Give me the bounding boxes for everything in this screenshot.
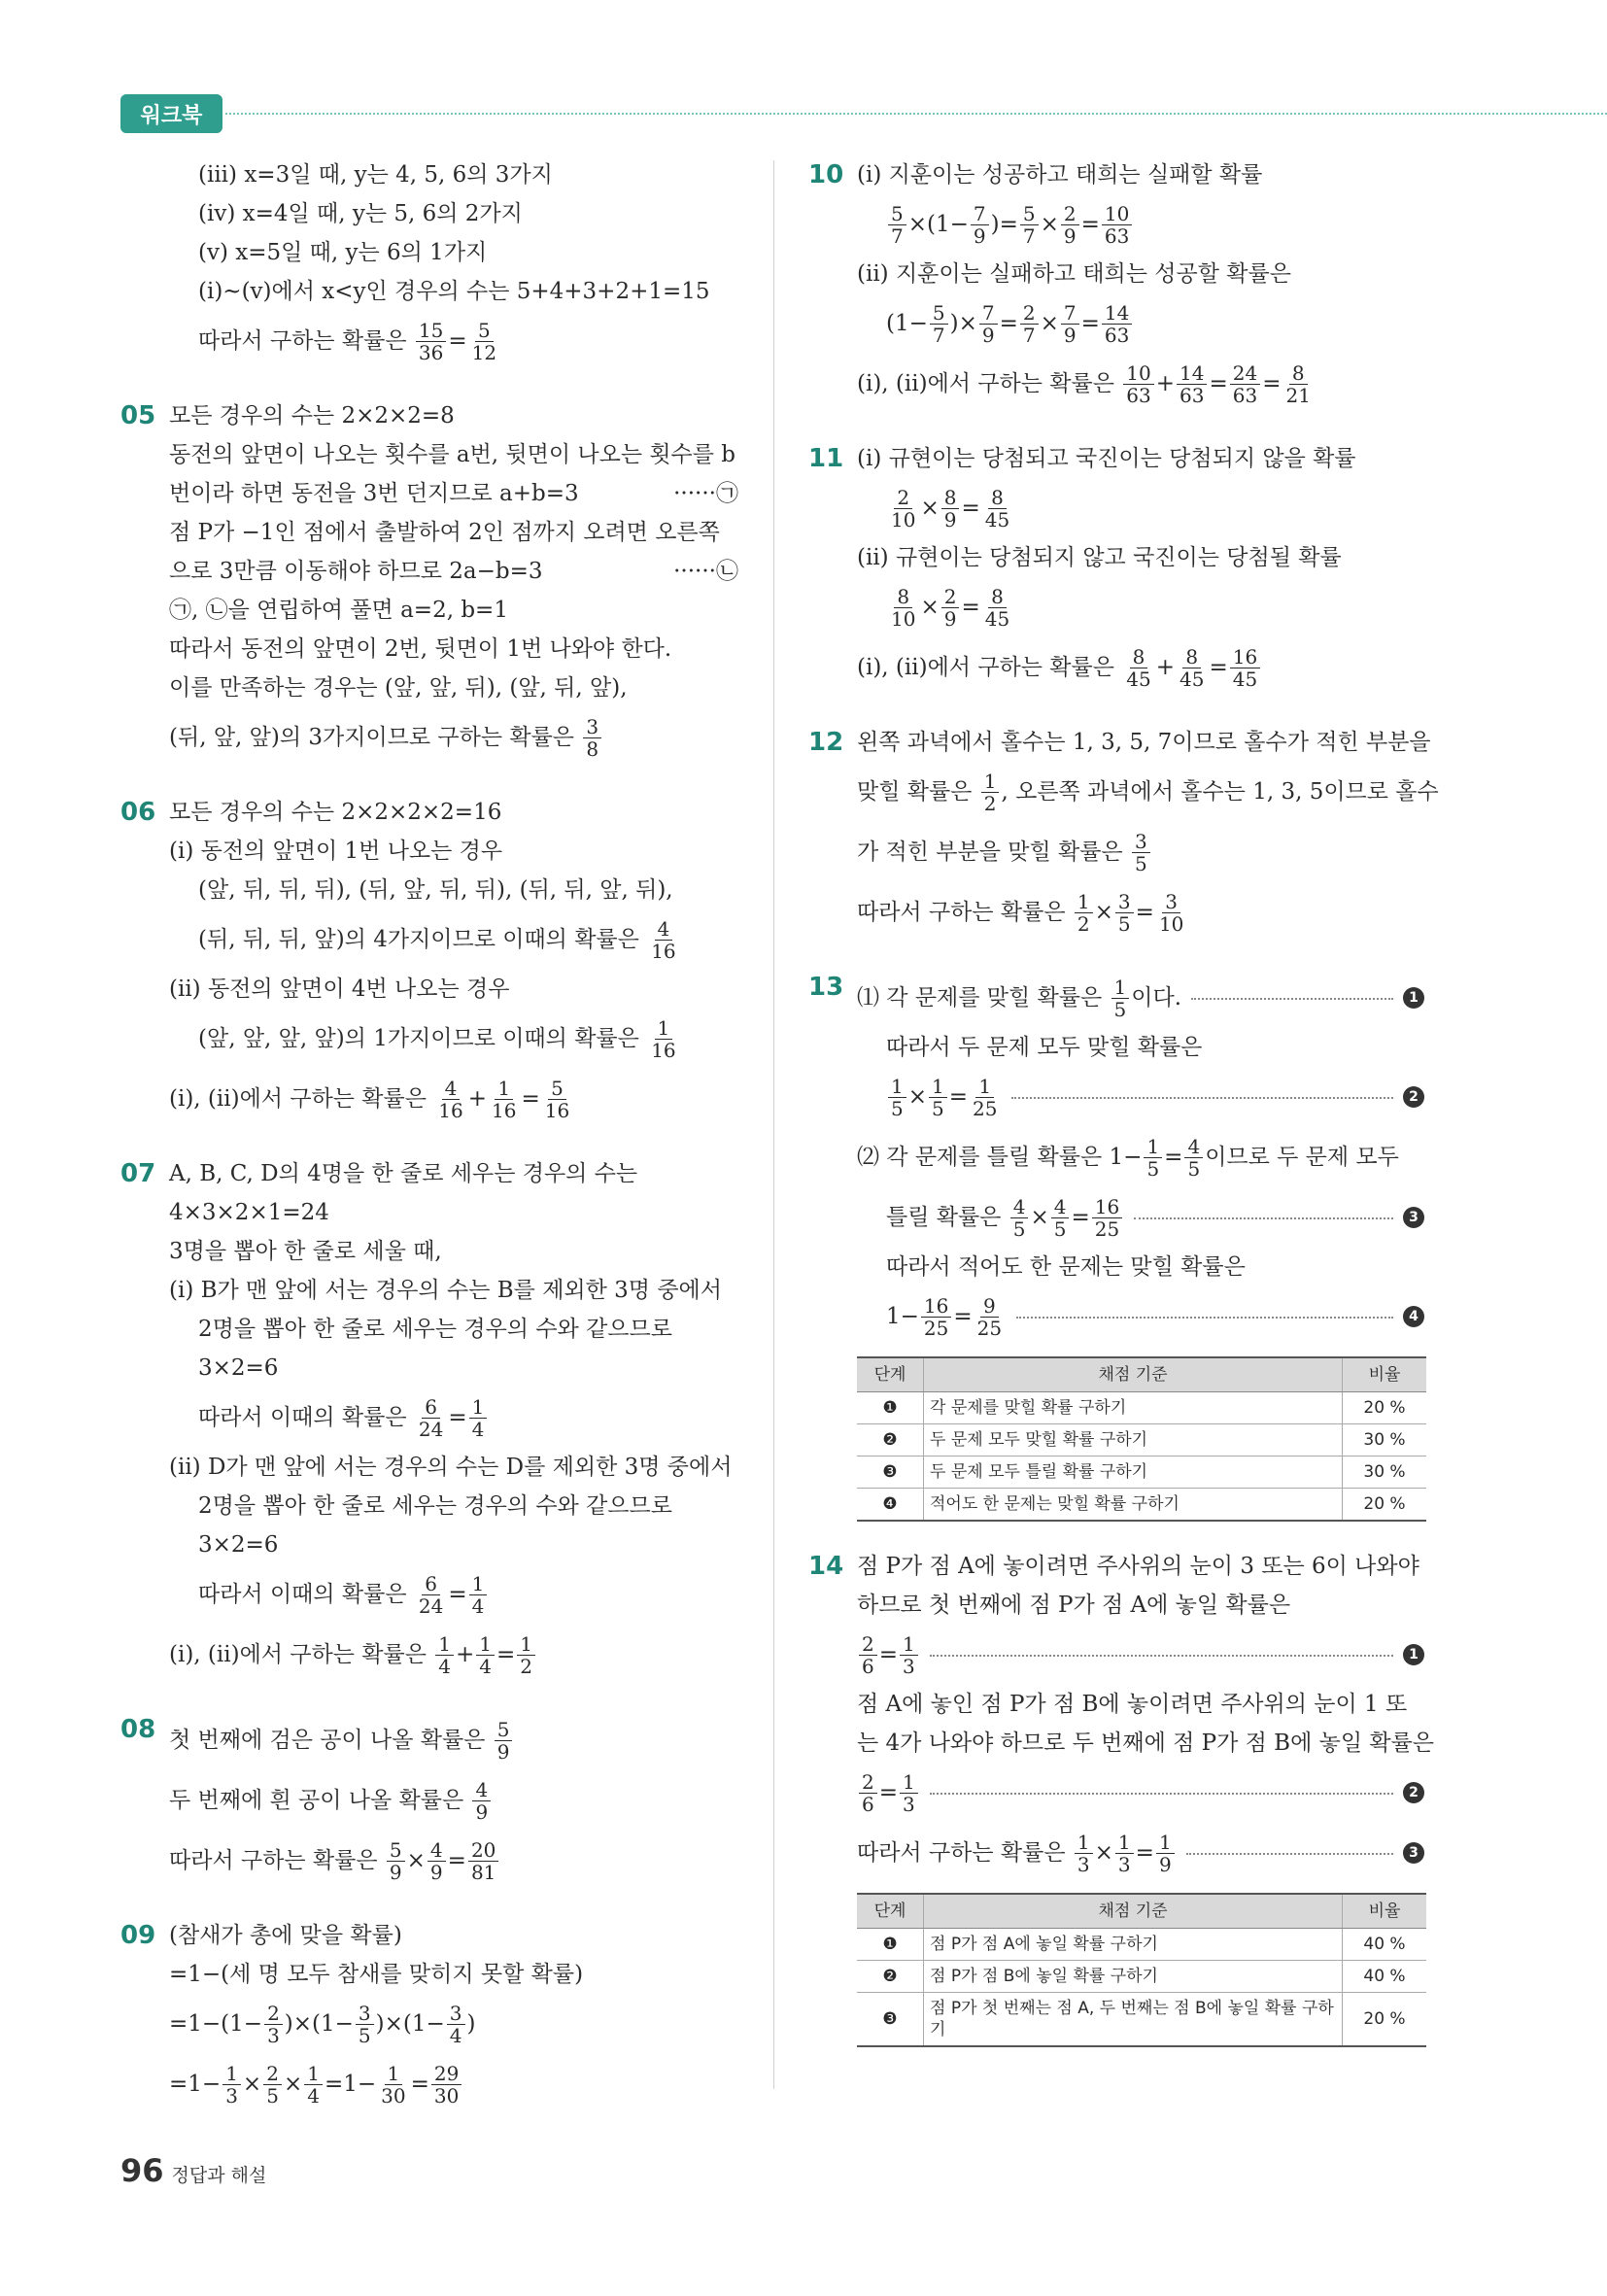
left-column	[120, 155, 738, 2140]
text-line: 왼쪽 과녁에서 홀수는 1, 3, 5, 7이므로 홀수가 적힌 부분을	[857, 730, 1431, 755]
text-line: (1− 5 7 )× 7 9 = 2 7 × 7 9 = 14 63	[857, 293, 1424, 354]
text-line: 따라서 이때의 확률은 6 24 = 1 4	[169, 1388, 738, 1448]
text-line: (v) x=5일 때, y는 6의 1가지	[198, 240, 488, 265]
problem-number: 06	[120, 798, 156, 827]
text-line: (참새가 총에 맞을 확률)	[169, 1923, 402, 1948]
column-divider	[773, 160, 774, 2089]
text-line: (i) 규현이는 당첨되고 국진이는 당첨되지 않을 확률	[857, 446, 1356, 471]
text-line: 따라서 구하는 확률은 1 3 × 1 3 = 1 9 3	[857, 1823, 1424, 1883]
text-line: (iii) x=3일 때, y는 4, 5, 6의 3가지	[198, 162, 553, 188]
text-line: 이를 만족하는 경우는 (앞, 앞, 뒤), (앞, 뒤, 앞),	[169, 675, 628, 701]
text-line: 3×2=6	[198, 1532, 279, 1558]
right-column	[808, 155, 1439, 2073]
text-line: 5 7 ×(1− 7 9 )= 5 7 × 2 9 = 10 63	[857, 194, 1424, 255]
text-line: (ii) 동전의 앞면이 4번 나오는 경우	[169, 977, 510, 1002]
text-line: 3명을 뽑아 한 줄로 세울 때,	[169, 1239, 442, 1264]
footer-text: 정답과 해설	[171, 2165, 267, 2186]
grading-table-13	[857, 1356, 1426, 1522]
section-tag: 워크북	[120, 94, 222, 133]
problem-11	[808, 439, 1424, 698]
problem-number: 14	[808, 1552, 844, 1581]
text-line: 따라서 이때의 확률은 6 24 = 1 4	[169, 1564, 738, 1625]
text-line: 8 10 × 2 9 = 8 45	[891, 584, 1010, 631]
text-line: 맞힐 확률은 1 2 , 오른쪽 과녁에서 홀수는 1, 3, 5이므로 홀수	[857, 769, 1439, 815]
table-row: ❹ 적어도 한 문제는 맞힐 확률 구하기 20 %	[857, 1489, 1426, 1522]
text-line: 동전의 앞면이 나오는 횟수를 a번, 뒷면이 나오는 횟수를 b	[169, 442, 736, 467]
table-row: ❷ 두 문제 모두 맞힐 확률 구하기 30 %	[857, 1424, 1426, 1456]
text-line: (앞, 뒤, 뒤, 뒤), (뒤, 앞, 뒤, 뒤), (뒤, 뒤, 앞, 뒤),	[198, 877, 673, 903]
text-line: (뒤, 뒤, 뒤, 앞)의 4가지이므로 이때의 확률은 4 16	[198, 916, 676, 963]
problem-number: 09	[120, 1921, 156, 1950]
problem-number: 13	[808, 973, 844, 1002]
grading-table-14	[857, 1893, 1426, 2047]
problem-number: 07	[120, 1159, 156, 1188]
problem-number: 12	[808, 728, 844, 757]
text-line: ㉠, ㉡을 연립하여 풀면 a=2, b=1	[169, 598, 508, 623]
step-2-icon: 2	[1403, 1086, 1424, 1108]
text-line: (ii) 지훈이는 실패하고 태희는 성공할 확률은	[857, 261, 1291, 287]
problem-14	[808, 1547, 1435, 2047]
text-line: 따라서 두 문제 모두 맞힐 확률은	[886, 1035, 1203, 1060]
text-line: 1 5 × 1 5 = 1 25 2	[857, 1067, 1424, 1127]
text-line: (i), (ii)에서 구하는 확률은 10 63 + 14 63 = 24 63 = 8 21	[857, 360, 1311, 407]
problem-number: 08	[120, 1715, 156, 1744]
problem-number: 11	[808, 444, 844, 473]
text-line: ⑴ 각 문제를 맞힐 확률은 1 5 이다. 1	[857, 968, 1424, 1028]
problem-06	[120, 793, 738, 1129]
step-1-icon: 1	[1403, 1644, 1424, 1665]
text-line: (i), (ii)에서 구하는 확률은 8 45 + 8 45 = 16 45	[857, 637, 1424, 698]
table-row: ❸ 점 P가 첫 번째는 점 A, 두 번째는 점 B에 놓일 확률 구하기 20 %	[857, 1993, 1426, 2047]
text-line: =1− 1 3 × 2 5 × 1 4 =1− 1 30 = 29 30	[169, 2054, 738, 2114]
text-line: ⑵ 각 문제를 틀릴 확률은 1− $\frac{1}{5}$ = 4 5 이므로 두 문제 모두	[857, 1134, 1399, 1181]
text-line: (i)~(v)에서 x<y인 경우의 수는 5+4+3+2+1=15	[198, 279, 710, 304]
text-line: (i), (ii)에서 구하는 확률은 1 4 + 1 4 = 1 2	[169, 1625, 738, 1685]
problem-number: 10	[808, 160, 844, 189]
text-line: 모든 경우의 수는 2×2×2×2=16	[169, 800, 502, 825]
header-dotted-line	[225, 113, 1607, 115]
step-3-icon: 3	[1403, 1207, 1424, 1228]
problem-04-continued	[120, 155, 738, 371]
text-line: 따라서 구하는 확률은 1 2 × 3 5 = 3 10	[857, 889, 1184, 936]
problem-08	[120, 1710, 738, 1891]
step-4-icon: 4	[1403, 1306, 1424, 1327]
text-line: 2명을 뽑아 한 줄로 세우는 경우의 수와 같으므로	[198, 1317, 672, 1342]
text-line: (i) 지훈이는 성공하고 태희는 실패할 확률	[857, 162, 1263, 188]
table-row: ❶ 점 P가 점 A에 놓일 확률 구하기 40 %	[857, 1929, 1426, 1961]
text-line: 틀릴 확률은 4 5 × 4 5 = 16 25 3	[857, 1187, 1424, 1248]
text-line: 2 6 = 1 3 1	[857, 1625, 1424, 1685]
table-header: 채점 기준	[924, 1894, 1343, 1929]
problem-05	[120, 396, 738, 768]
text-line: 가 적힌 부분을 맞힐 확률은 3 5	[857, 822, 1424, 882]
text-line: 2 10 × 8 9 = 8 45	[891, 485, 1010, 531]
text-line: (앞, 앞, 앞, 앞)의 1가지이므로 이때의 확률은 1 16	[198, 1015, 676, 1062]
problem-10	[808, 155, 1424, 414]
text-line: 번이라 하면 동전을 3번 던지므로 a+b=3 ······㉠	[169, 481, 738, 506]
problem-12	[808, 723, 1439, 942]
text-line: 모든 경우의 수는 2×2×2=8	[169, 403, 455, 428]
page-number: 96	[120, 2152, 164, 2189]
text-line: (i), (ii)에서 구하는 확률은 4 16 + 1 16 = 5 16	[169, 1076, 570, 1122]
text-line: 첫 번째에 검은 공이 나올 확률은 5 9	[169, 1710, 738, 1770]
table-header: 단계	[857, 1894, 924, 1929]
text-line: =1−(1− 2 3 )×(1− 3 5 )×(1− 3 4 )	[169, 2001, 476, 2047]
step-3-icon: 3	[1403, 1842, 1424, 1864]
problem-07	[120, 1154, 738, 1685]
text-line: 2명을 뽑아 한 줄로 세우는 경우의 수와 같으므로	[198, 1493, 672, 1519]
text-line: (ii) 규현이는 당첨되지 않고 국진이는 당첨될 확률	[857, 545, 1342, 570]
table-row: ❶ 각 문제를 맞힐 확률 구하기 20 %	[857, 1392, 1426, 1424]
table-header: 비율	[1343, 1894, 1427, 1929]
text-line: 는 4가 나와야 하므로 두 번째에 점 P가 점 B에 놓일 확률은	[857, 1731, 1435, 1756]
text-line: 1− 16 25 = 9 25 4	[857, 1286, 1424, 1347]
problem-09	[120, 1916, 738, 2114]
table-header: 단계	[857, 1357, 924, 1392]
text-line: 따라서 동전의 앞면이 2번, 뒷면이 1번 나와야 한다.	[169, 636, 672, 662]
step-2-icon: 2	[1403, 1782, 1424, 1803]
problem-number: 05	[120, 401, 156, 430]
text-line: 점 A에 놓인 점 P가 점 B에 놓이려면 주사위의 눈이 1 또	[857, 1692, 1408, 1717]
text-line: 따라서 적어도 한 문제는 맞힐 확률은	[886, 1254, 1246, 1280]
text-line: 으로 3만큼 이동해야 하므로 2a−b=3 ······㉡	[169, 559, 738, 584]
text-line: 점 P가 −1인 점에서 출발하여 2인 점까지 오려면 오른쪽	[169, 520, 720, 545]
table-row: ❷ 점 P가 점 B에 놓일 확률 구하기 40 %	[857, 1961, 1426, 1993]
text-line: 따라서 구하는 확률은 5 9 × 4 9 = 20 81	[169, 1831, 738, 1891]
text-line: 3×2=6	[198, 1355, 279, 1381]
text-line: (뒤, 앞, 앞)의 3가지이므로 구하는 확률은 3 8	[169, 707, 738, 768]
table-header: 채점 기준	[924, 1357, 1343, 1392]
page-footer	[120, 2152, 266, 2189]
text-line: (ii) D가 맨 앞에 서는 경우의 수는 D를 제외한 3명 중에서	[169, 1455, 733, 1480]
text-line: 하므로 첫 번째에 점 P가 점 A에 놓일 확률은	[857, 1593, 1291, 1618]
text-line: 두 번째에 흰 공이 나올 확률은 4 9	[169, 1770, 738, 1831]
text-line: =1−(세 명 모두 참새를 맞히지 못할 확률)	[169, 1962, 584, 1987]
problem-13	[808, 968, 1424, 1522]
table-header: 비율	[1343, 1357, 1427, 1392]
table-row: ❸ 두 문제 모두 틀릴 확률 구하기 30 %	[857, 1456, 1426, 1489]
text-line: 점 P가 점 A에 놓이려면 주사위의 눈이 3 또는 6이 나와야	[857, 1554, 1419, 1579]
text-line: (i) 동전의 앞면이 1번 나오는 경우	[169, 839, 503, 864]
text-line: A, B, C, D의 4명을 한 줄로 세우는 경우의 수는	[169, 1161, 638, 1186]
text-line: 2 6 = 1 3 2	[857, 1763, 1424, 1823]
text-line: (iv) x=4일 때, y는 5, 6의 2가지	[198, 201, 523, 226]
text-line: 4×3×2×1=24	[169, 1200, 329, 1225]
text-line: 따라서 구하는 확률은 15 36 = 5 12	[198, 318, 497, 364]
text-line: (i) B가 맨 앞에 서는 경우의 수는 B를 제외한 3명 중에서	[169, 1278, 722, 1303]
step-1-icon: 1	[1403, 987, 1424, 1009]
